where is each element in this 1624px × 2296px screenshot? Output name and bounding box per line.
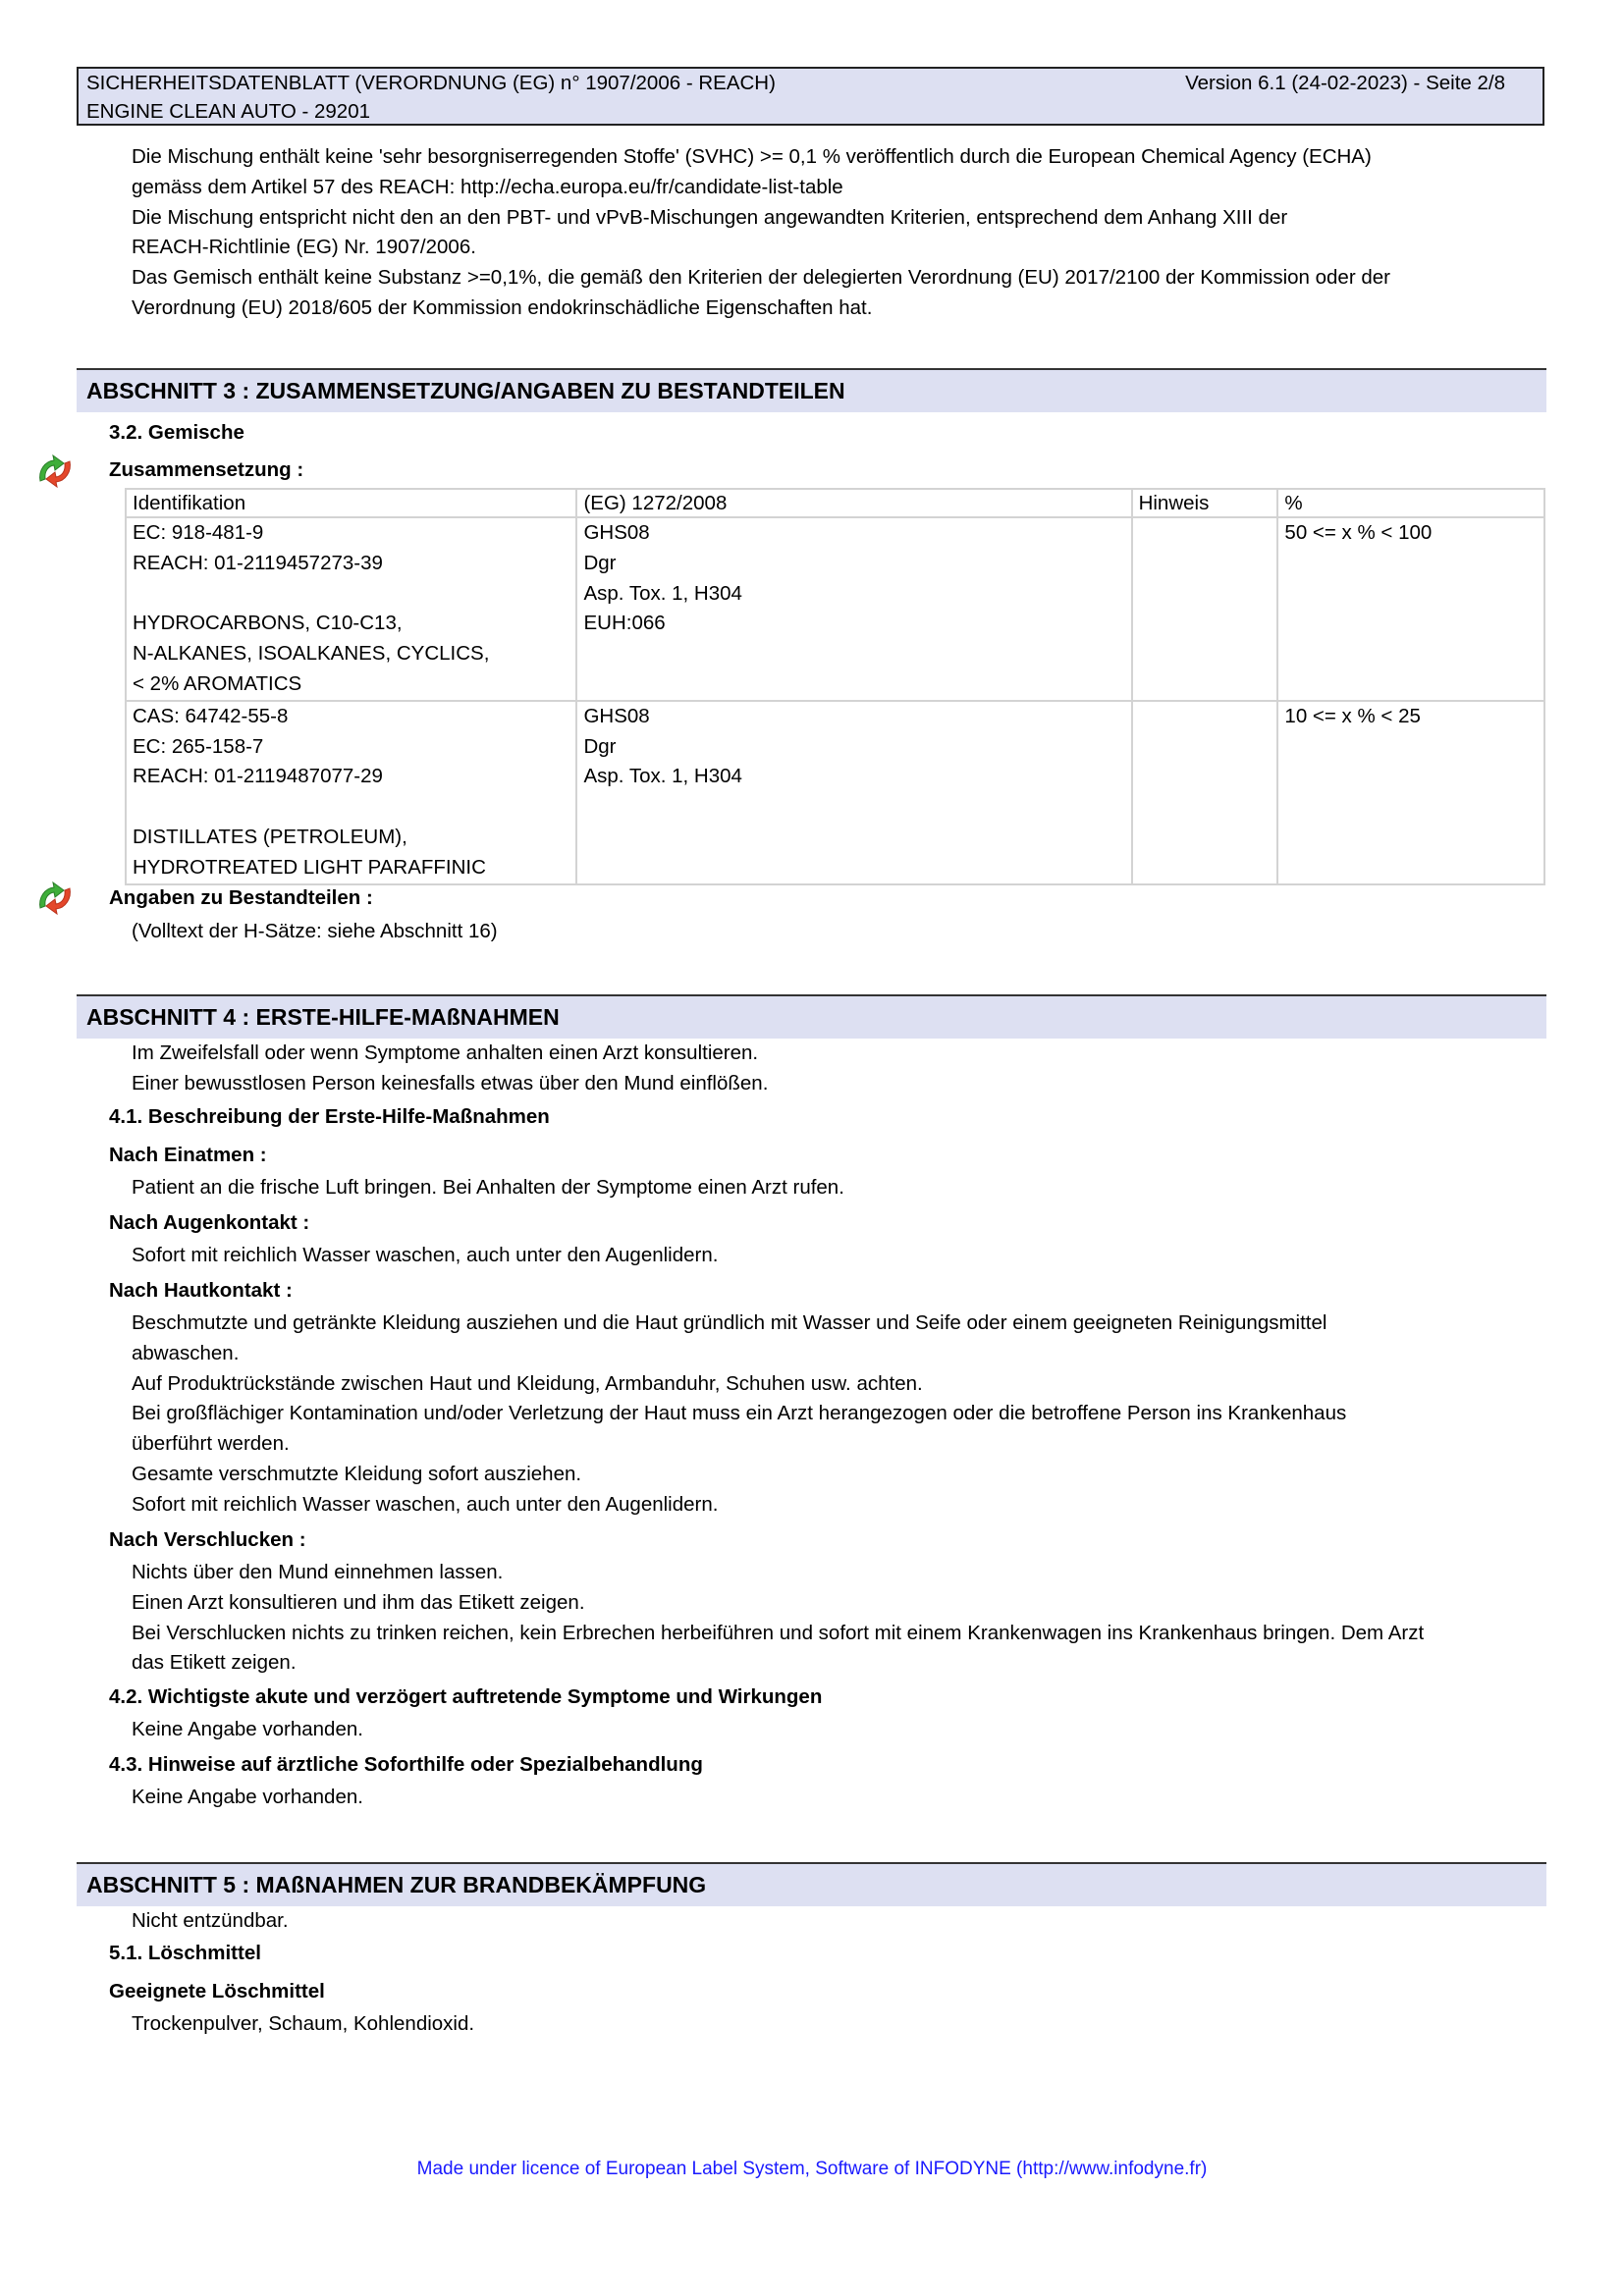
cell-line: CAS: 64742-55-8 xyxy=(133,704,289,727)
text-line: Das Gemisch enthält keine Substanz >=0,1%, die gemäß den Kriterien der delegierten Verordnung (EU) 2017/2100 der Kommission oder der xyxy=(132,266,1390,290)
text-line: REACH-Richtlinie (EG) Nr. 1907/2006. xyxy=(132,236,476,259)
percent-cell: 50 <= x % < 100 xyxy=(1277,517,1544,701)
eye-contact-text: Sofort mit reichlich Wasser waschen, auch unter den Augenlidern. xyxy=(132,1244,719,1266)
section-5-title: ABSCHNITT 5 : MAßNAHMEN ZUR BRANDBEKÄMPFUNG xyxy=(86,1872,707,1897)
ingestion-label: Nach Verschlucken : xyxy=(109,1528,306,1551)
text-line: Bei großflächiger Kontamination und/oder Verletzung der Haut muss ein Arzt herangezogen oder die betroffene Person ins Krankenhaus xyxy=(132,1402,1347,1425)
subsection-4-3-text: Keine Angabe vorhanden. xyxy=(132,1786,363,1808)
cell-line: REACH: 01-2119457273-39 xyxy=(133,551,383,574)
text-line: Die Mischung entspricht nicht den an den PBT- und vPvB-Mischungen angewandten Kriterien, entsprechend dem Anhang XIII der xyxy=(132,205,1288,229)
suitable-media-label: Geeignete Löschmittel xyxy=(109,1980,325,2002)
page-header xyxy=(77,67,1544,126)
blank-line xyxy=(133,792,569,823)
subsection-4-1: 4.1. Beschreibung der Erste-Hilfe-Maßnahmen xyxy=(109,1105,550,1128)
ingestion-text xyxy=(132,1558,1424,1679)
version-page-info: Version 6.1 (24-02-2023) - Seite 2/8 xyxy=(1185,72,1505,94)
column-header: Identifikation xyxy=(126,489,576,517)
product-name: ENGINE CLEAN AUTO - 29201 xyxy=(86,100,371,123)
cell-line: Dgr xyxy=(583,551,617,574)
skin-contact-label: Nach Hautkontakt : xyxy=(109,1279,293,1302)
column-header: Hinweis xyxy=(1132,489,1278,517)
note-cell xyxy=(1132,701,1278,884)
subsection-4-2: 4.2. Wichtigste akute und verzögert auftretende Symptome und Wirkungen xyxy=(109,1685,823,1708)
section-5-intro: Nicht entzündbar. xyxy=(132,1909,289,1932)
text-line: Gesamte verschmutzte Kleidung sofort ausziehen. xyxy=(132,1462,582,1485)
refresh-update-icon xyxy=(36,454,74,489)
text-line: Sofort mit reichlich Wasser waschen, auch unter den Augenlidern. xyxy=(132,1492,719,1516)
identification-cell xyxy=(126,701,576,884)
ingredients-label: Angaben zu Bestandteilen : xyxy=(109,886,373,909)
section-3-title: ABSCHNITT 3 : ZUSAMMENSETZUNG/ANGABEN ZU BESTANDTEILEN xyxy=(86,378,845,403)
text-line: überführt werden. xyxy=(132,1432,290,1456)
table-header-row xyxy=(126,489,1544,517)
column-header: % xyxy=(1277,489,1544,517)
text-line: das Etikett zeigen. xyxy=(132,1651,297,1675)
text-line: abwaschen. xyxy=(132,1341,240,1364)
cell-line: GHS08 xyxy=(583,521,650,544)
table-row xyxy=(126,701,1544,884)
document-title: SICHERHEITSDATENBLATT (VERORDNUNG (EG) n° 1907/2006 - REACH) xyxy=(86,72,776,94)
cell-line: HYDROCARBONS, C10-C13, xyxy=(133,612,403,635)
subsection-4-2-text: Keine Angabe vorhanden. xyxy=(132,1718,363,1740)
text-line: Nichts über den Mund einnehmen lassen. xyxy=(132,1561,504,1583)
cell-line: DISTILLATES (PETROLEUM), xyxy=(133,825,407,848)
eye-contact-label: Nach Augenkontakt : xyxy=(109,1211,310,1234)
cell-line: EUH:066 xyxy=(583,612,666,635)
cell-line: EC: 918-481-9 xyxy=(133,521,264,544)
percent-cell: 10 <= x % < 25 xyxy=(1277,701,1544,884)
section-5-header xyxy=(77,1862,1546,1906)
text-line: gemäss dem Artikel 57 des REACH: http://echa.europa.eu/fr/candidate-list-table xyxy=(132,175,843,198)
text-line: Bei Verschlucken nichts zu trinken reichen, kein Erbrechen herbeiführen und sofort mit einem Krankenwagen ins Krankenhaus bringen. Dem Arzt xyxy=(132,1621,1425,1644)
text-line: Im Zweifelsfall oder wenn Symptome anhalten einen Arzt konsultieren. xyxy=(132,1041,759,1064)
column-header: (EG) 1272/2008 xyxy=(576,489,1131,517)
skin-contact-text xyxy=(132,1308,1346,1521)
inhalation-label: Nach Einatmen : xyxy=(109,1144,267,1166)
table-row xyxy=(126,517,1544,701)
classification-cell xyxy=(576,517,1131,701)
identification-cell xyxy=(126,517,576,701)
cell-line: EC: 265-158-7 xyxy=(133,734,264,758)
cell-line: N-ALKANES, ISOALKANES, CYCLICS, xyxy=(133,642,490,666)
subsection-4-3: 4.3. Hinweise auf ärztliche Soforthilfe oder Spezialbehandlung xyxy=(109,1753,703,1776)
blank-line xyxy=(133,579,569,610)
section-4-intro xyxy=(132,1039,768,1099)
footer-licence-link[interactable]: Made under licence of European Label System, Software of INFODYNE (http://www.infodyne.fr) xyxy=(416,2159,1208,2179)
text-line: Die Mischung enthält keine 'sehr besorgniserregenden Stoffe' (SVHC) >= 0,1 % veröffentlich durch die European Chemical Agency (ECHA) xyxy=(132,145,1372,168)
note-cell xyxy=(1132,517,1278,701)
section-3-header xyxy=(77,368,1546,412)
cell-line: < 2% AROMATICS xyxy=(133,671,302,695)
composition-table xyxy=(125,488,1545,885)
ingredients-text: (Volltext der H-Sätze: siehe Abschnitt 16) xyxy=(132,920,498,942)
cell-line: Asp. Tox. 1, H304 xyxy=(583,581,742,605)
classification-cell xyxy=(576,701,1131,884)
text-line: Einer bewusstlosen Person keinesfalls etwas über den Mund einflößen. xyxy=(132,1071,769,1095)
subsection-5-1: 5.1. Löschmittel xyxy=(109,1942,261,1964)
section-4-title: ABSCHNITT 4 : ERSTE-HILFE-MAßNAHMEN xyxy=(86,1004,560,1030)
composition-label: Zusammensetzung : xyxy=(109,458,304,481)
cell-line: GHS08 xyxy=(583,704,650,727)
section-4-header xyxy=(77,994,1546,1039)
text-line: Einen Arzt konsultieren und ihm das Etikett zeigen. xyxy=(132,1590,585,1614)
suitable-media-text: Trockenpulver, Schaum, Kohlendioxid. xyxy=(132,2012,475,2035)
text-line: Auf Produktrückstände zwischen Haut und Kleidung, Armbanduhr, Schuhen usw. achten. xyxy=(132,1371,923,1395)
text-line: Verordnung (EU) 2018/605 der Kommission endokrinschädliche Eigenschaften hat. xyxy=(132,295,873,319)
cell-line: Dgr xyxy=(583,734,617,758)
text-line: Beschmutzte und getränkte Kleidung ausziehen und die Haut gründlich mit Wasser und Seife oder einem geeigneten Reinigungsmittel xyxy=(132,1311,1327,1334)
inhalation-text: Patient an die frische Luft bringen. Bei Anhalten der Symptome einen Arzt rufen. xyxy=(132,1176,844,1199)
cell-line: HYDROTREATED LIGHT PARAFFINIC xyxy=(133,855,486,879)
svhc-paragraph xyxy=(132,142,1390,324)
subsection-3-2: 3.2. Gemische xyxy=(109,421,244,444)
cell-line: REACH: 01-2119487077-29 xyxy=(133,765,383,788)
refresh-update-icon xyxy=(36,881,74,916)
cell-line: Asp. Tox. 1, H304 xyxy=(583,765,742,788)
